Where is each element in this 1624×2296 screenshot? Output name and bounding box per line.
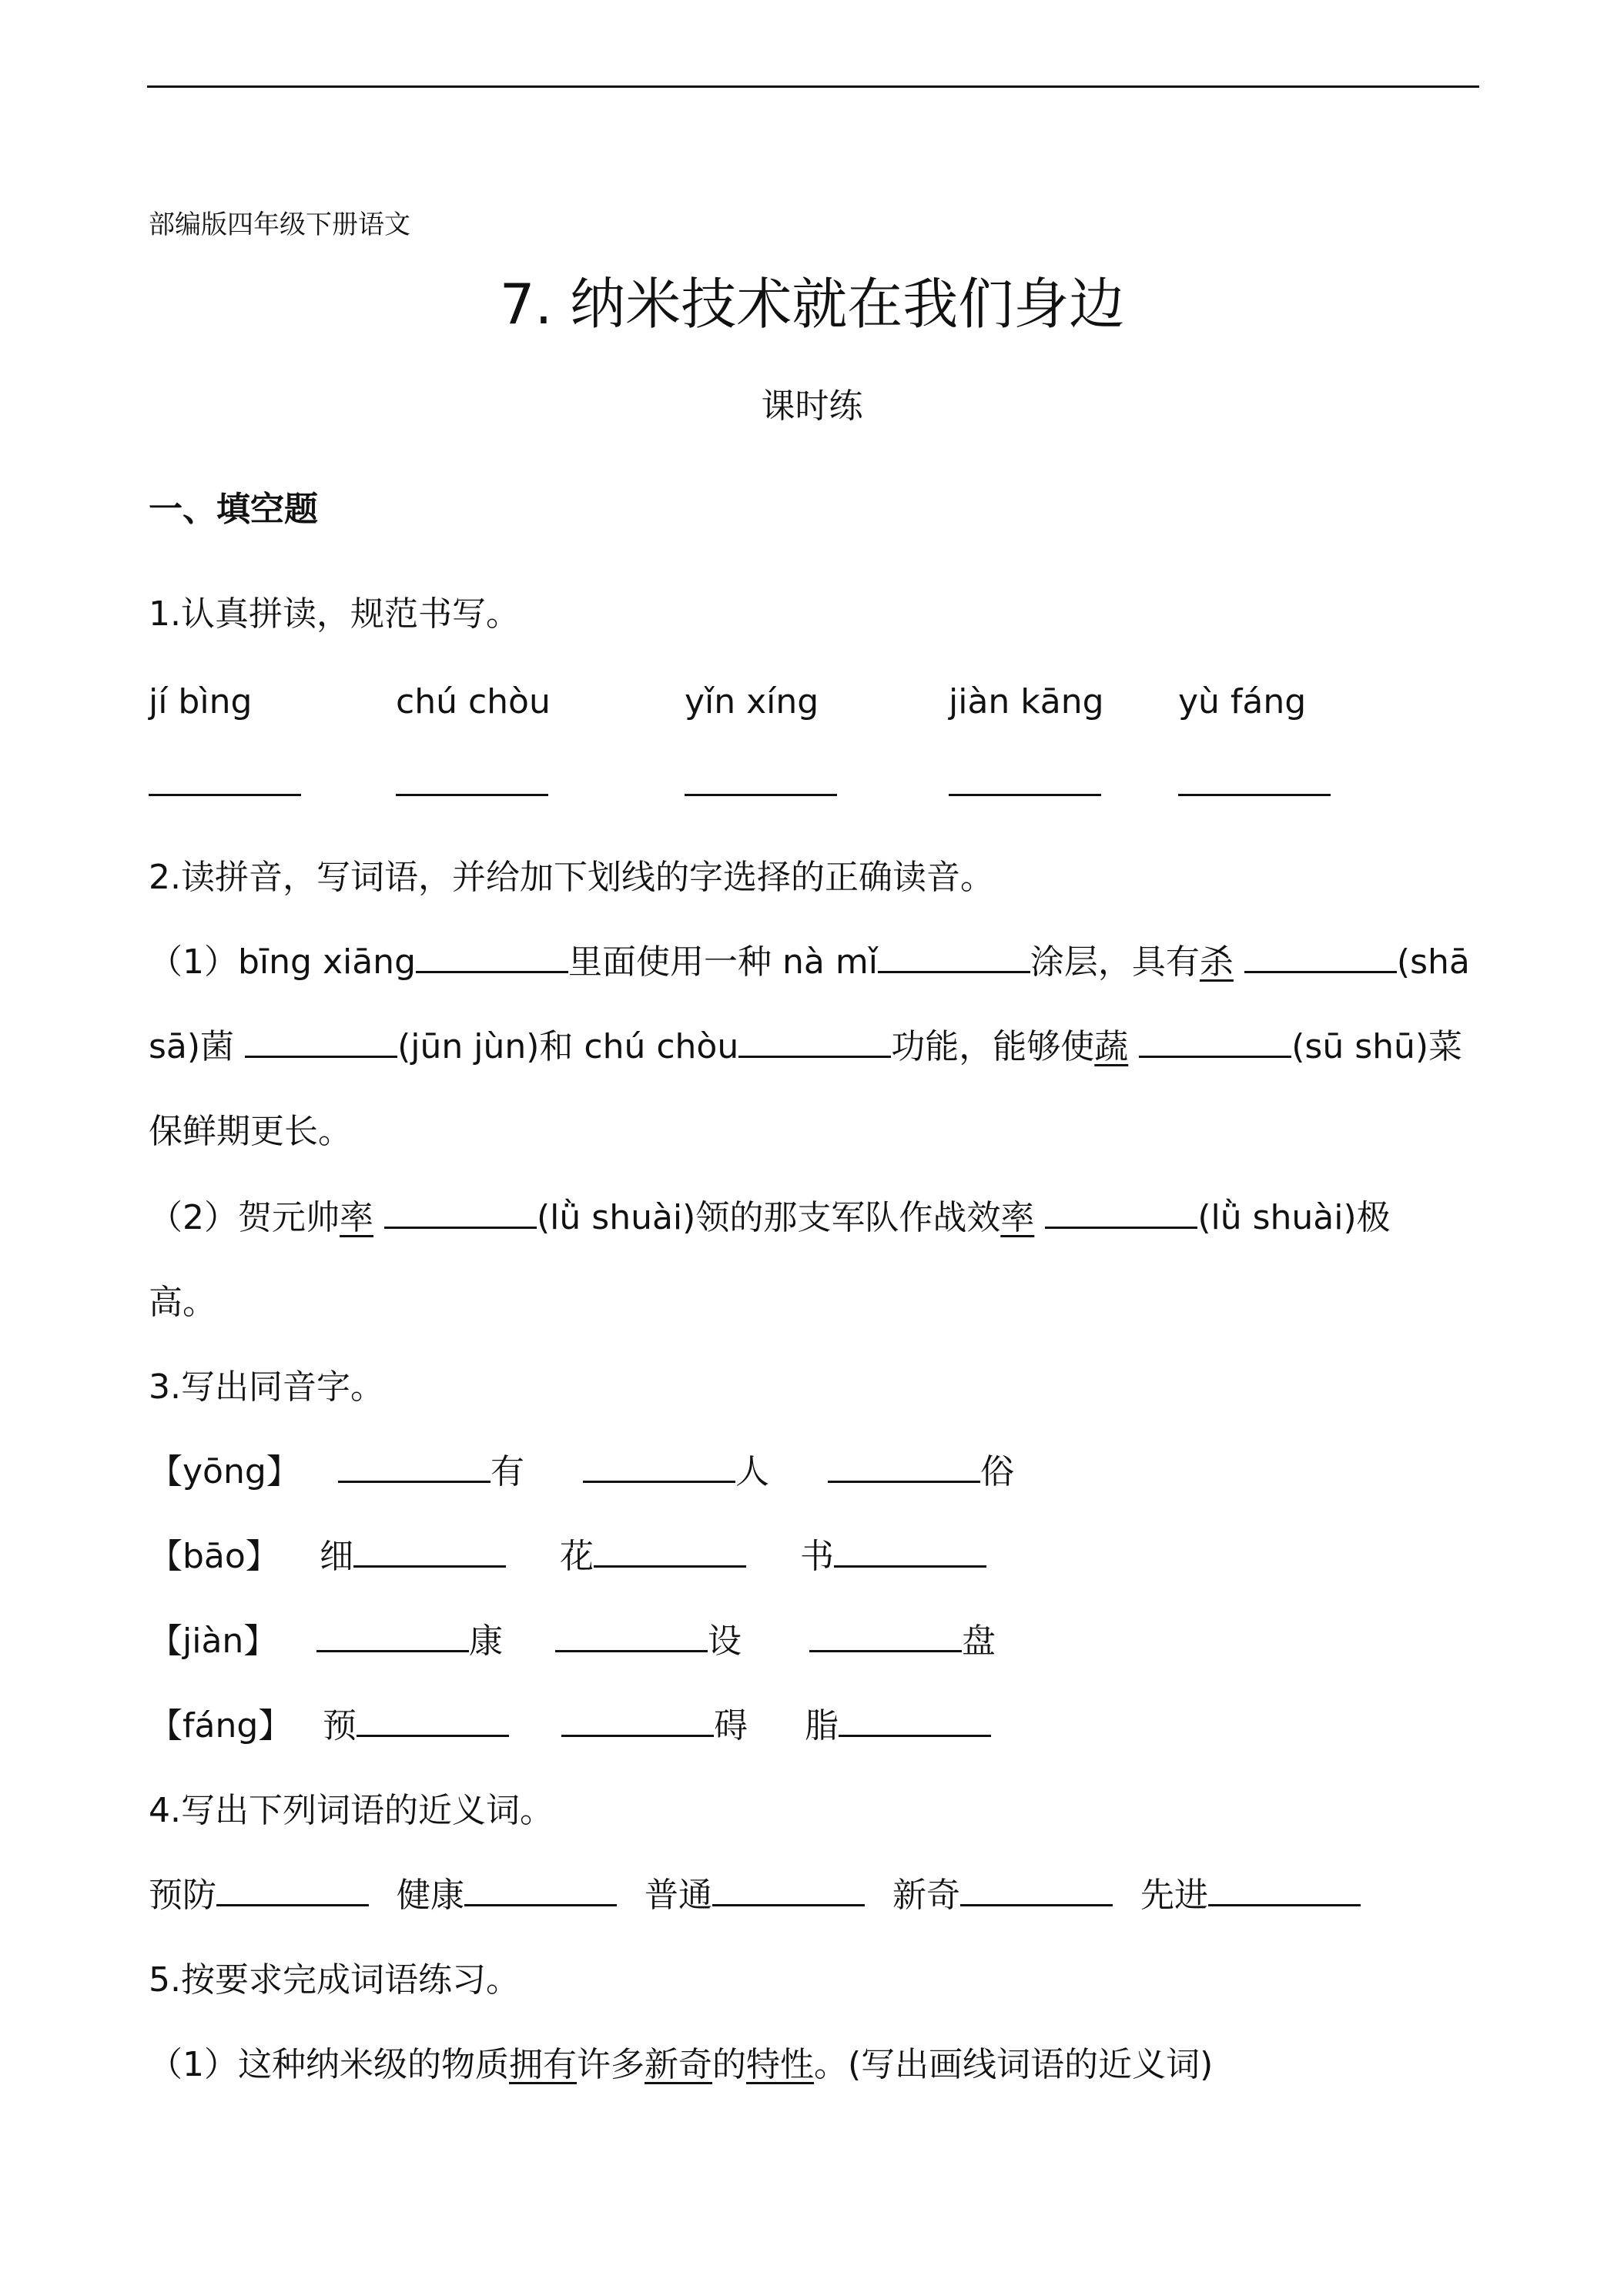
underlined-char: 杀 bbox=[1199, 942, 1234, 982]
q2-text: 涂层，具有 bbox=[1030, 942, 1200, 982]
q3-char: 脂 bbox=[805, 1706, 839, 1745]
q3-row-yong bbox=[149, 1449, 1014, 1495]
underlined-char: 率 bbox=[1000, 1198, 1035, 1237]
answer-blank[interactable] bbox=[878, 940, 1030, 973]
q5-text: 的 bbox=[712, 2045, 746, 2084]
answer-blank[interactable] bbox=[1139, 1025, 1291, 1058]
q3-label: 【yōng】 bbox=[149, 1452, 300, 1491]
q1-answer-blank[interactable] bbox=[149, 762, 301, 808]
q4-word: 普通 bbox=[645, 1876, 712, 1915]
q2-text: （2）贺元帅 bbox=[149, 1198, 340, 1237]
q2-text: 里面使用一种 bbox=[568, 942, 772, 982]
q5-prompt: 5.按要求完成词语练习。 bbox=[149, 1960, 520, 2000]
q3-char: 碍 bbox=[714, 1706, 748, 1745]
answer-blank[interactable] bbox=[738, 1025, 891, 1058]
answer-blank[interactable] bbox=[1045, 1196, 1197, 1229]
q5-text: 许多 bbox=[577, 2045, 645, 2084]
q3-char: 细 bbox=[320, 1537, 353, 1576]
q3-label: 【fáng】 bbox=[149, 1706, 293, 1745]
answer-blank[interactable] bbox=[555, 1619, 708, 1652]
q1-answer-blank[interactable] bbox=[1178, 762, 1331, 808]
q5-text: （1）这种纳米级的物质 bbox=[149, 2045, 509, 2084]
q3-char: 书 bbox=[800, 1537, 834, 1576]
q3-char: 盘 bbox=[962, 1622, 996, 1661]
q1-answer-blank[interactable] bbox=[685, 762, 837, 808]
q2-text: sā)菌 bbox=[149, 1027, 235, 1066]
q4-word: 先进 bbox=[1140, 1876, 1208, 1915]
q1-pinyin-2: chú chòu bbox=[396, 682, 551, 721]
underlined-word: 拥有 bbox=[509, 2045, 577, 2084]
q3-char: 预 bbox=[323, 1706, 357, 1745]
answer-blank[interactable] bbox=[216, 1873, 369, 1906]
q2-line-3: 保鲜期更长。 bbox=[149, 1112, 352, 1151]
answer-blank[interactable] bbox=[960, 1873, 1113, 1906]
q2-prompt: 2.读拼音，写词语，并给加下划线的字选择的正确读音。 bbox=[149, 858, 994, 897]
q1-pinyin-3: yǐn xíng bbox=[685, 682, 819, 721]
top-rule bbox=[147, 85, 1479, 88]
q2-text: (sū shū)菜 bbox=[1291, 1027, 1463, 1066]
q2-text: (jūn jùn)和 bbox=[397, 1027, 574, 1066]
q2-text: nà mǐ bbox=[782, 942, 878, 982]
q2-text: (shā bbox=[1396, 942, 1470, 982]
q2-line-5: 高。 bbox=[149, 1283, 216, 1322]
answer-blank[interactable] bbox=[583, 1450, 735, 1483]
q4-word: 新奇 bbox=[892, 1876, 960, 1915]
answer-blank[interactable] bbox=[839, 1704, 991, 1737]
q4-word: 健康 bbox=[397, 1876, 464, 1915]
q3-label: 【jiàn】 bbox=[149, 1622, 278, 1661]
q3-row-jian bbox=[149, 1618, 996, 1665]
answer-blank[interactable] bbox=[561, 1704, 714, 1737]
answer-blank[interactable] bbox=[416, 940, 568, 973]
q4-row bbox=[149, 1873, 1361, 1919]
q2-text: (lǜ shuài)极 bbox=[1197, 1198, 1391, 1237]
q2-text: chú chòu bbox=[584, 1027, 739, 1066]
underlined-char: 率 bbox=[340, 1198, 373, 1237]
q3-char: 有 bbox=[491, 1452, 524, 1491]
q2-line-2 bbox=[149, 1024, 1462, 1070]
q1-answer-blank[interactable] bbox=[396, 762, 548, 808]
q2-line-4 bbox=[149, 1195, 1391, 1241]
q2-text: （1）bīng xiāng bbox=[149, 942, 416, 982]
answer-blank[interactable] bbox=[828, 1450, 980, 1483]
answer-blank[interactable] bbox=[594, 1535, 746, 1568]
q1-pinyin-5: yù fáng bbox=[1178, 682, 1307, 721]
page-title: 7. 纳米技术就在我们身边 bbox=[499, 272, 1125, 336]
q3-char: 设 bbox=[708, 1622, 742, 1661]
header-text: 部编版四年级下册语文 bbox=[149, 209, 410, 240]
answer-blank[interactable] bbox=[357, 1704, 509, 1737]
q4-prompt: 4.写出下列词语的近义词。 bbox=[149, 1791, 554, 1830]
answer-blank[interactable] bbox=[809, 1619, 962, 1652]
answer-blank[interactable] bbox=[464, 1873, 617, 1906]
q5-sentence-1 bbox=[149, 2042, 1213, 2088]
q2-text: (lǜ shuài)领的那支军队作战效 bbox=[537, 1198, 1001, 1237]
q2-line-1 bbox=[149, 939, 1470, 986]
answer-blank[interactable] bbox=[338, 1450, 491, 1483]
q3-row-bao bbox=[149, 1534, 986, 1580]
q3-char: 康 bbox=[469, 1622, 503, 1661]
q5-text: 。(写出画线词语的近义词) bbox=[814, 2045, 1214, 2084]
q3-prompt: 3.写出同音字。 bbox=[149, 1367, 384, 1407]
answer-blank[interactable] bbox=[1244, 940, 1397, 973]
q3-row-fang bbox=[149, 1703, 991, 1749]
page-subtitle: 课时练 bbox=[761, 387, 863, 426]
answer-blank[interactable] bbox=[384, 1196, 537, 1229]
answer-blank[interactable] bbox=[1208, 1873, 1361, 1906]
underlined-char: 蔬 bbox=[1094, 1027, 1129, 1066]
answer-blank[interactable] bbox=[712, 1873, 865, 1906]
q1-pinyin-4: jiàn kāng bbox=[949, 682, 1104, 721]
q3-char: 人 bbox=[735, 1452, 769, 1491]
q1-pinyin-1: jí bìng bbox=[149, 682, 253, 721]
q1-prompt: 1.认真拼读，规范书写。 bbox=[149, 594, 520, 634]
answer-blank[interactable] bbox=[353, 1535, 506, 1568]
answer-blank[interactable] bbox=[834, 1535, 986, 1568]
q3-char: 俗 bbox=[980, 1452, 1014, 1491]
q2-text: 功能，能够使 bbox=[891, 1027, 1095, 1066]
underlined-word: 特性 bbox=[746, 2045, 814, 2084]
q1-answer-blank[interactable] bbox=[949, 762, 1101, 808]
answer-blank[interactable] bbox=[316, 1619, 469, 1652]
answer-blank[interactable] bbox=[245, 1025, 397, 1058]
q3-label: 【bāo】 bbox=[149, 1537, 280, 1576]
q4-word: 预防 bbox=[149, 1876, 216, 1915]
section-heading: 一、填空题 bbox=[149, 490, 318, 529]
underlined-word: 新奇 bbox=[645, 2045, 712, 2084]
q3-char: 花 bbox=[560, 1537, 594, 1576]
